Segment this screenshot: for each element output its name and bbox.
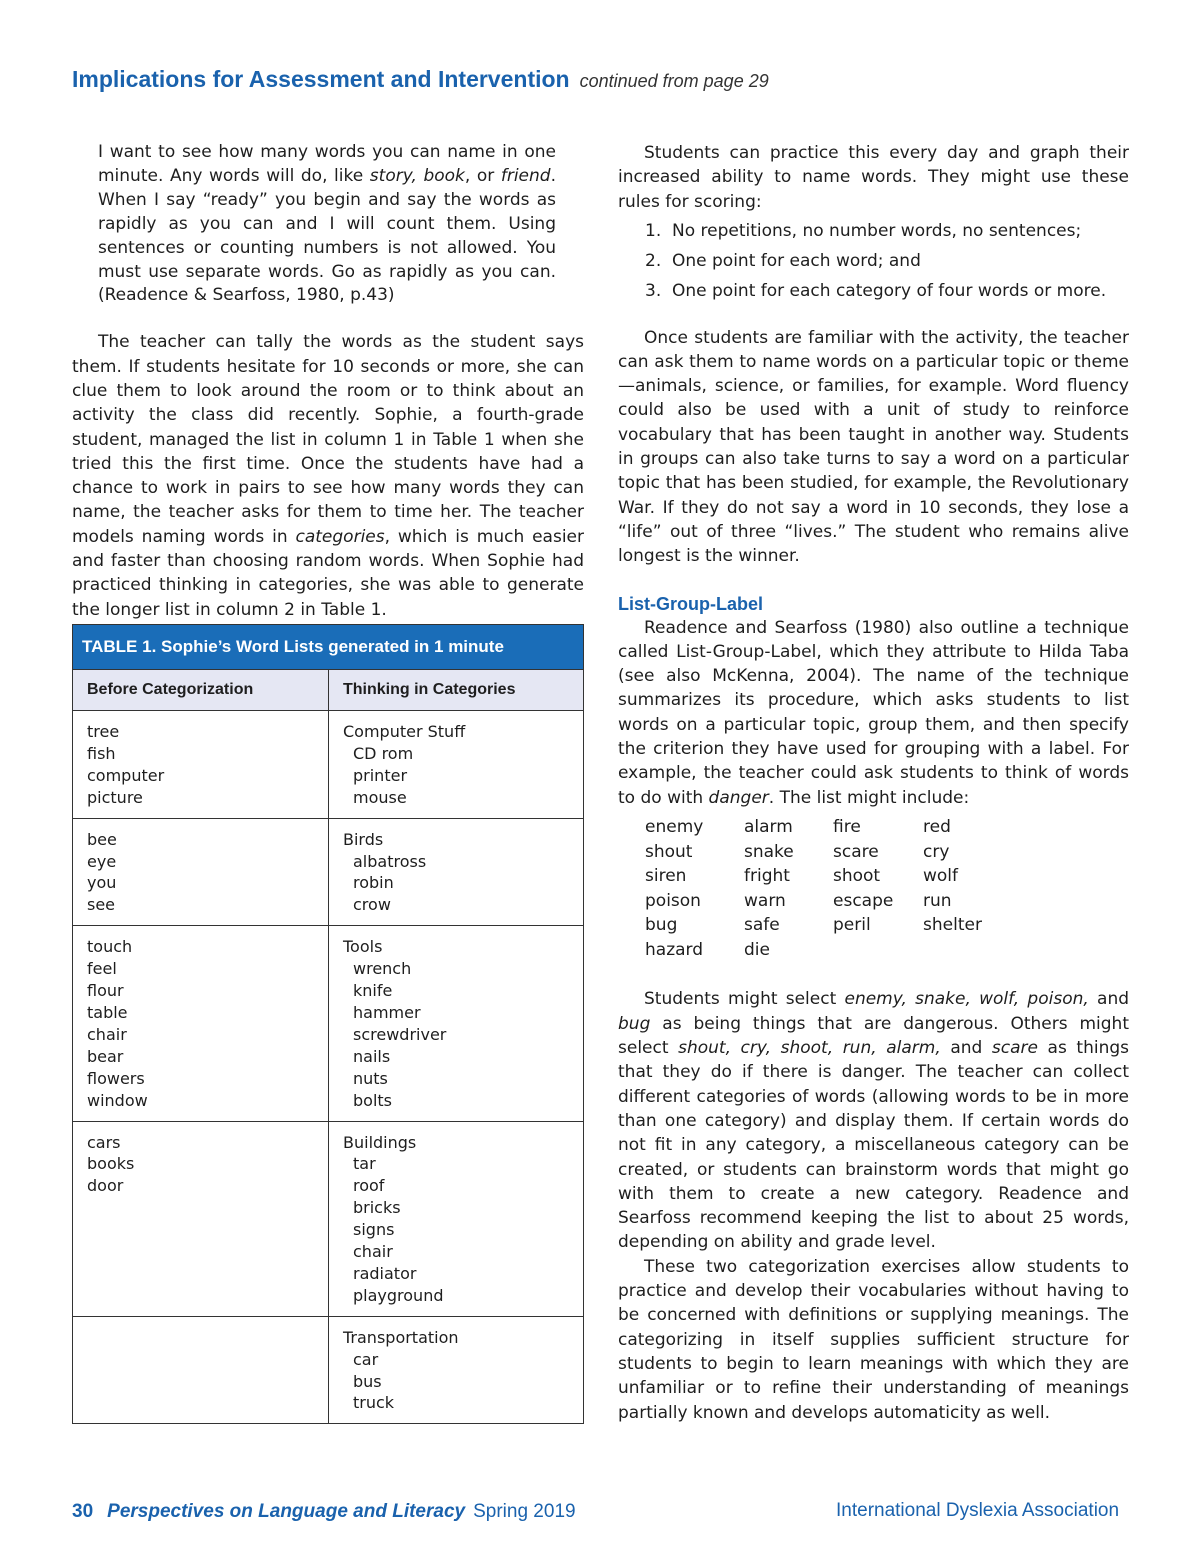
category-label: Computer Stuff [343, 722, 466, 741]
category-label: Buildings [343, 1132, 417, 1152]
danger-word: warn [744, 890, 786, 911]
word: see [87, 895, 116, 915]
category-word: albatross [353, 851, 427, 871]
rule-item: 2. One point for each word; and [645, 250, 921, 271]
footer-left [72, 1500, 576, 1523]
page-header [72, 66, 769, 93]
category-cell [328, 819, 583, 926]
word: picture [87, 787, 143, 807]
danger-word: siren [645, 866, 687, 887]
word: tree [87, 722, 120, 741]
table-header-row [73, 669, 583, 711]
danger-word: hazard [645, 939, 704, 960]
danger-word: safe [744, 915, 780, 936]
category-cell [328, 1122, 583, 1316]
category-word: mouse [353, 787, 407, 807]
before-cell [73, 926, 328, 1120]
category-word: bolts [353, 1090, 392, 1110]
word: fish [87, 743, 116, 763]
danger-word: die [744, 939, 770, 960]
word: cars [87, 1132, 121, 1152]
danger-word: enemy [645, 816, 704, 837]
column-header-before: Before Categorization [87, 681, 254, 698]
word: door [87, 1176, 124, 1196]
danger-word: shoot [833, 866, 881, 887]
word: feel [87, 959, 117, 979]
category-label: Tools [343, 937, 383, 957]
table-row [73, 818, 583, 926]
before-cell [73, 819, 328, 926]
category-word: car [353, 1349, 379, 1369]
category-label: Transportation [343, 1327, 459, 1347]
category-word: printer [353, 765, 408, 785]
danger-word: red [923, 816, 951, 837]
paragraph-conclusion: These two categorization exercises allow students to practice and develop their vocabularies without having to be concerned with definitions or supplying meanings. The categorizing in itself supplies sufficient structure for students to begin to learn meanings with which they are unfamiliar or to refine their understanding of meanings partially known and develops automaticity as well. [618, 1256, 1129, 1423]
before-cell [73, 711, 328, 818]
category-word: robin [353, 873, 394, 893]
page-number: 30 [72, 1501, 94, 1522]
danger-word: snake [744, 841, 794, 862]
table-body [73, 711, 583, 1423]
category-word: truck [353, 1393, 395, 1413]
word: bee [87, 829, 117, 849]
word: books [87, 1154, 135, 1174]
danger-word-list [645, 815, 1129, 963]
category-cell [328, 711, 583, 818]
category-word: playground [353, 1285, 444, 1305]
category-word: chair [353, 1242, 393, 1262]
word: eye [87, 851, 117, 871]
paragraph-tally: The teacher can tally the words as the student says them. If students hesitate for 10 seconds or more, she can clue them to look around the room or to think about an activity the class did recently. Sophie, a fourth-grade student, managed the list in column 1 in Table 1 when she tried this the first time. Once the students have had a chance to work in pairs to see how many words they can name, the teacher asks for them to time her. The teacher models naming words in categories, which is much easier and faster than choosing random words. When Sophie had practiced thinking in categories, she was able to generate the longer list in column 2 in Table 1. [72, 332, 584, 620]
publisher: International Dyslexia Association [836, 1500, 1120, 1521]
danger-word: poison [645, 890, 701, 911]
issue-date: Spring 2019 [473, 1501, 576, 1522]
scoring-rules [618, 219, 1129, 303]
left-column [72, 141, 584, 622]
word-list-table [72, 624, 584, 1424]
category-label: Birds [343, 829, 384, 849]
danger-word: scare [833, 841, 879, 862]
danger-word: fire [833, 816, 861, 837]
category-word: knife [353, 981, 393, 1001]
paragraph-technique: Readence and Searfoss (1980) also outline a technique called List-Group-Label, which they attribute to Hilda Taba (see also McKenna, 2004). The name of the technique summarizes its procedure, which asks students to list words on a particular topic, group them, and then specify the criterion they have used for grouping with a label. For example, the teacher could ask students to think of words to do with danger. The list might include: [618, 617, 1129, 808]
danger-word: bug [645, 915, 678, 936]
rule-item: 1. No repetitions, no number words, no sentences; [645, 220, 1082, 241]
word: chair [87, 1024, 127, 1044]
before-cell [73, 1122, 328, 1316]
table-row [73, 1316, 583, 1424]
block-quote: I want to see how many words you can name in one minute. Any words will do, like story, book, or friend. When I say “ready” you begin and say the words as rapidly as you can and I will count them. Using sentences or counting numbers is not allowed. You must use separate words. Go as rapidly as you can. (Readence & Searfoss, 1980, p.43) [98, 142, 556, 306]
category-word: signs [353, 1220, 395, 1240]
right-column [618, 141, 1129, 1425]
rule-item: 3. One point for each category of four words or more. [645, 280, 1107, 301]
journal-title: Perspectives on Language and Literacy [107, 1501, 466, 1522]
paragraph-select: Students might select enemy, snake, wolf, poison, and bug as being things that are dangerous. Others might select shout, cry, shoot, run, alarm, and scare as things that they do if there is danger. The teacher can collect different categories of words (allowing words to be in more than one category) and display them. If certain words do not fit in any category, a miscellaneous category can be created, or students can brainstorm words that might go with them to create a new category. Readence and Searfoss recommend keeping the list to about 25 words, depending on ability and grade level. [618, 989, 1130, 1253]
danger-word: alarm [744, 816, 793, 837]
danger-word: fright [744, 866, 790, 887]
danger-word [833, 938, 923, 963]
before-cell [73, 1317, 328, 1424]
subheading-list-group-label: List-Group-Label [618, 593, 763, 614]
danger-word: escape [833, 890, 894, 911]
category-word: CD rom [353, 743, 414, 763]
category-cell [328, 926, 583, 1120]
paragraph-practice: Students can practice this every day and graph their increased ability to name words. They might use these rules for scoring: [618, 143, 1129, 212]
category-word: crow [353, 895, 391, 915]
danger-word: shelter [923, 915, 982, 936]
table-row [73, 925, 583, 1120]
word: table [87, 1002, 128, 1022]
category-word: nuts [353, 1068, 388, 1088]
word: bear [87, 1046, 124, 1066]
danger-word: wolf [923, 866, 959, 887]
danger-word: run [923, 890, 952, 911]
word: touch [87, 937, 133, 957]
word: you [87, 873, 117, 893]
category-word: radiator [353, 1263, 417, 1283]
category-word: bus [353, 1371, 382, 1391]
table-row [73, 1121, 583, 1316]
table-row [73, 711, 583, 818]
table-title: TABLE 1. Sophie’s Word Lists generated in 1 minute [73, 625, 583, 669]
word: window [87, 1090, 148, 1110]
category-word: hammer [353, 1002, 421, 1022]
category-word: tar [353, 1154, 376, 1174]
category-word: roof [353, 1176, 385, 1196]
category-word: screwdriver [353, 1024, 447, 1044]
word: flour [87, 981, 124, 1001]
danger-word: cry [923, 841, 950, 862]
category-word: bricks [353, 1198, 401, 1218]
category-word: nails [353, 1046, 391, 1066]
category-word: wrench [353, 959, 412, 979]
column-header-categories: Thinking in Categories [328, 670, 583, 710]
category-cell [328, 1317, 583, 1424]
danger-word: shout [645, 841, 693, 862]
danger-word [923, 938, 1013, 963]
word: computer [87, 765, 165, 785]
continued-note: continued from page 29 [579, 71, 769, 91]
danger-word: peril [833, 915, 871, 936]
paragraph-topic: Once students are familiar with the activity, the teacher can ask them to name words on a particular topic or theme—animals, science, or families, for example. Word fluency could also be used with a unit of study to reinforce vocabulary that has been taught in another way. Students in groups can also take turns to say a word on a particular topic that has been studied, for example, the Revolutionary War. If they do not say a word in 10 seconds, they lose a “life” out of three “lives.” The student who remains alive longest is the winner. [618, 327, 1129, 567]
word: flowers [87, 1068, 145, 1088]
section-title: Implications for Assessment and Intervention [72, 66, 570, 92]
